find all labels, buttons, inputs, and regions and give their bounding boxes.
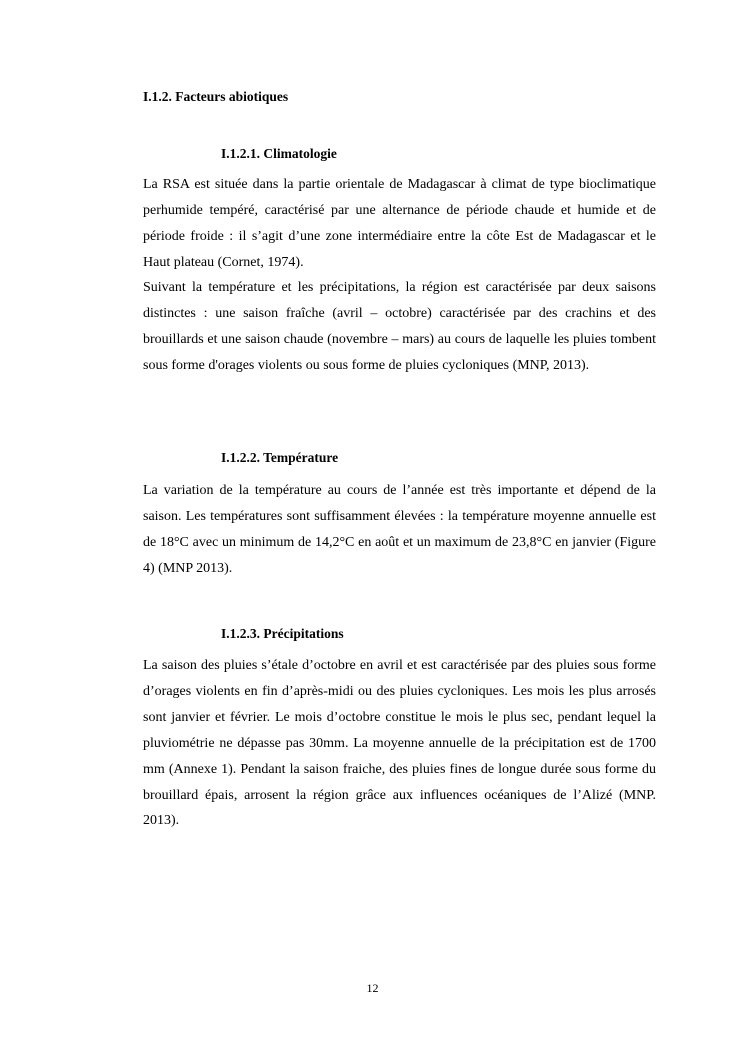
paragraph-precipitations: La saison des pluies s’étale d’octobre en avril et est caractérisée par des pluies sous forme d’orages violents en fin d’après-midi ou des pluies cycloniques. Les mois les plus arrosés sont janvier et février. Le mois d’octobre constitue le mois le plus sec, pendant lequel la pluviométrie ne dépasse pas 30mm. La moyenne annuelle de la précipitation est de 1700 mm (Annexe 1). Pendant la saison fraiche, des pluies fines de longue durée sous forme du brouillard épais, arrosent la région grâce aux influences océaniques de l’Alizé (MNP. 2013). xyxy=(143,658,656,829)
subsection-heading-precipitations: I.1.2.3. Précipitations xyxy=(221,626,344,641)
subsection-heading-temperature: I.1.2.2. Température xyxy=(221,450,339,465)
paragraph-climatologie-1: La RSA est située dans la partie orientale de Madagascar à climat de type bioclimatique perhumide tempéré, caractérisé par une alternance de période chaude et humide et de période froide : il s’agit d’une zone intermédiaire entre la côte Est de Madagascar et le Haut plateau (Cornet, 1974). xyxy=(143,177,656,270)
paragraph-temperature: La variation de la température au cours de l’année est très importante et dépend de la saison. Les températures sont suffisamment élevées : la température moyenne annuelle est de 18°C avec un minimum de 14,2°C en août et un maximum de 23,8°C en janvier (Figure 4) (MNP 2013). xyxy=(143,483,656,576)
paragraph-climatologie-2: Suivant la température et les précipitations, la région est caractérisée par deux saisons distinctes : une saison fraîche (avril – octobre) caractérisée par des crachins et des brouillards et une saison chaude (novembre – mars) au cours de laquelle les pluies tombent sous forme d'orages violents ou sous forme de pluies cycloniques (MNP, 2013). xyxy=(143,280,656,373)
section-heading: I.1.2. Facteurs abiotiques xyxy=(143,89,289,104)
subsection-heading-climatologie: I.1.2.1. Climatologie xyxy=(221,146,337,161)
page-number: 12 xyxy=(366,981,379,995)
